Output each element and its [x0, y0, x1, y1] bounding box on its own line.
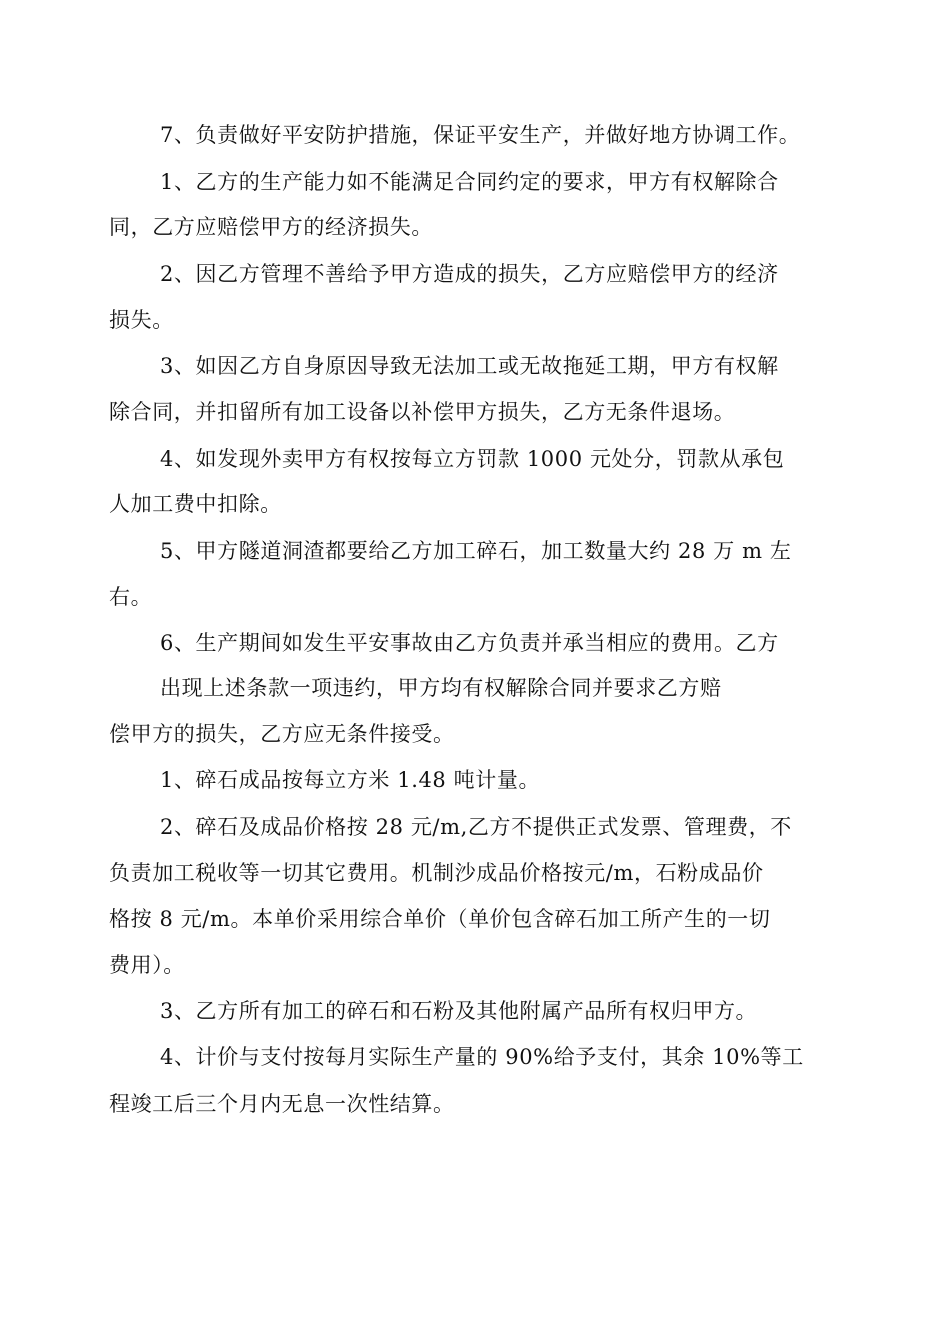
- text-line: 同，乙方应赔偿甲方的经济损失。: [109, 215, 433, 239]
- text-line: 1、乙方的生产能力如不能满足合同约定的要求，甲方有权解除合: [160, 170, 779, 194]
- text-line: 4、计价与支付按每月实际生产量的 90%给予支付，其余 10%等工: [160, 1045, 804, 1069]
- text-line: 偿甲方的损失，乙方应无条件接受。: [109, 722, 455, 746]
- text-line: 人加工费中扣除。: [109, 492, 282, 516]
- text-line: 负责加工税收等一切其它费用。机制沙成品价格按元/m，石粉成品价: [109, 861, 764, 885]
- text-line: 7、负责做好平安防护措施，保证平安生产，并做好地方协调工作。: [160, 123, 801, 147]
- text-line: 右。: [109, 585, 153, 609]
- text-line: 3、乙方所有加工的碎石和石粉及其他附属产品所有权归甲方。: [160, 999, 758, 1023]
- text-line: 3、如因乙方自身原因导致无法加工或无故拖延工期，甲方有权解: [160, 354, 779, 378]
- text-line: 除合同，并扣留所有加工设备以补偿甲方损失，乙方无条件退场。: [109, 400, 736, 424]
- text-line: 4、如发现外卖甲方有权按每立方罚款 1000 元处分，罚款从承包: [160, 447, 785, 471]
- text-line: 5、甲方隧道洞渣都要给乙方加工碎石，加工数量大约 28 万 m 左: [160, 539, 792, 563]
- text-line: 出现上述条款一项违约，甲方均有权解除合同并要求乙方赔: [160, 676, 722, 700]
- text-line: 1、碎石成品按每立方米 1.48 吨计量。: [160, 768, 541, 792]
- text-line: 2、因乙方管理不善给予甲方造成的损失，乙方应赔偿甲方的经济: [160, 262, 779, 286]
- text-line: 程竣工后三个月内无息一次性结算。: [109, 1092, 455, 1116]
- text-line: 格按 8 元/m。本单价采用综合单价（单价包含碎石加工所产生的一切: [109, 907, 771, 931]
- text-line: 2、碎石及成品价格按 28 元/m,乙方不提供正式发票、管理费，不: [160, 815, 792, 839]
- text-line: 6、生产期间如发生平安事故由乙方负责并承当相应的费用。乙方: [160, 631, 779, 655]
- text-line: 费用）。: [109, 953, 185, 977]
- text-line: 损失。: [109, 308, 174, 332]
